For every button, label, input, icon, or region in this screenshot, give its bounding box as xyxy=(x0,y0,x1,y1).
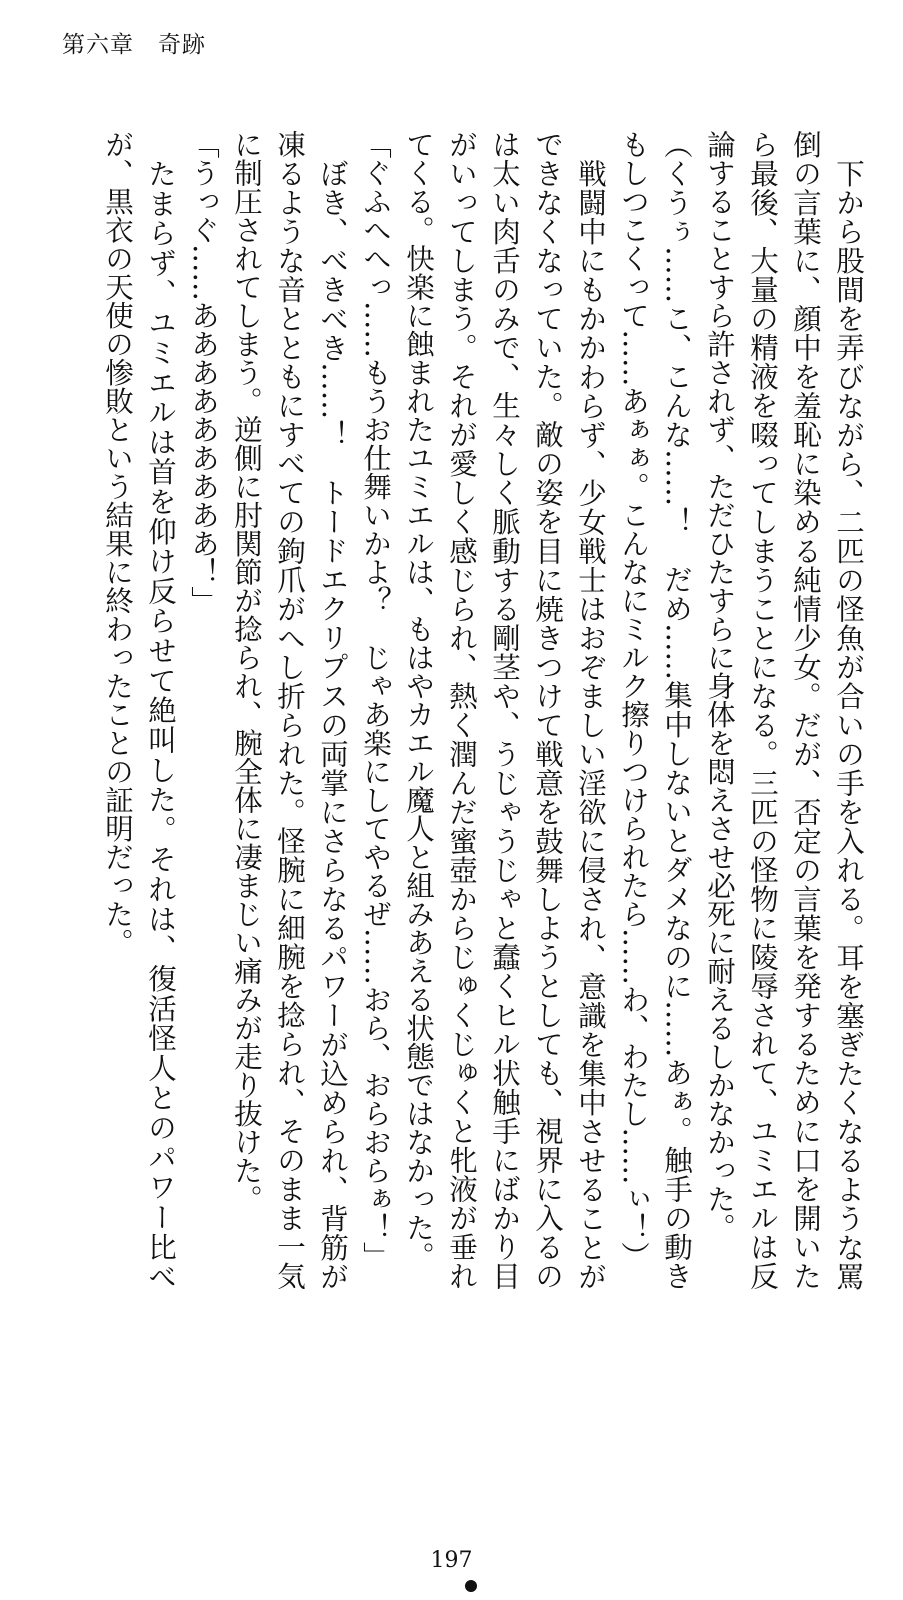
page-number: 197 xyxy=(430,1548,473,1573)
paragraph-inner-monologue: （くうぅ……こ、こんな……！ だめ……集中しないとダメなのに……あぁ。触手の動きもしつこくって……あぁぁ。こんなにミルク擦りつけられたら……わ、わたし……ぃ！） xyxy=(617,130,693,1290)
paragraph-narration: 戦闘中にもかかわらず、少女戦士はおぞましい淫欲に侵され、意識を集中させることができなくなっていた。敵の姿を目に焼きつけて戦意を鼓舞しようとしても、視界に入るのは太い肉舌のみで、生々しく脈動する剛茎や、うじゃうじゃと蠢くヒル状触手にばかり目がいってしまう。それが愛しく感じられ、熱く潤んだ蜜壺からじゅくじゅくと牝液が垂れてくる。快楽に蝕まれたユミエルは、もはやカエル魔人と組みあえる状態ではなかった。 xyxy=(402,130,607,1290)
body-text xyxy=(40,130,870,1290)
chapter-title: 第六章 奇跡 xyxy=(62,32,206,58)
paragraph-narration: たまらず、ユミエルは首を仰け反らせて絶叫した。それは、復活怪人とのパワー比べが、黒衣の天使の惨敗という結果に終わったことの証明だった。 xyxy=(101,130,177,1290)
paragraph-narration: ぼき、べきべき……！ トードエクリプスの両掌にさらなるパワーが込められ、背筋が凍るような音とともにすべての鉤爪がへし折られた。怪腕に細腕を捻られ、そのまま一気に制圧されてしまう。逆側に肘関節が捻られ、腕全体に凄まじい痛みが走り抜けた。 xyxy=(230,130,349,1290)
paragraph-dialogue: 「ぐふへへっ……もうお仕舞いかよ？ じゃあ楽にしてやるぜ……おら、おらおらぁ！」 xyxy=(359,130,392,1270)
page-marker-dot xyxy=(465,1580,477,1592)
paragraph-dialogue: 「うっぐ……あああああああああ！」 xyxy=(187,130,220,615)
paragraph-narration: 下から股間を弄びながら、二匹の怪魚が合いの手を入れる。耳を塞ぎたくなるような罵倒の言葉に、顔中を羞恥に染める純情少女。だが、否定の言葉を発するために口を開いたら最後、大量の精液を啜ってしまうことになる。三匹の怪物に陵辱されて、ユミエルは反論することすら許されず、ただひたすらに身体を悶えさせ必死に耐えるしかなかった。 xyxy=(703,130,865,1290)
